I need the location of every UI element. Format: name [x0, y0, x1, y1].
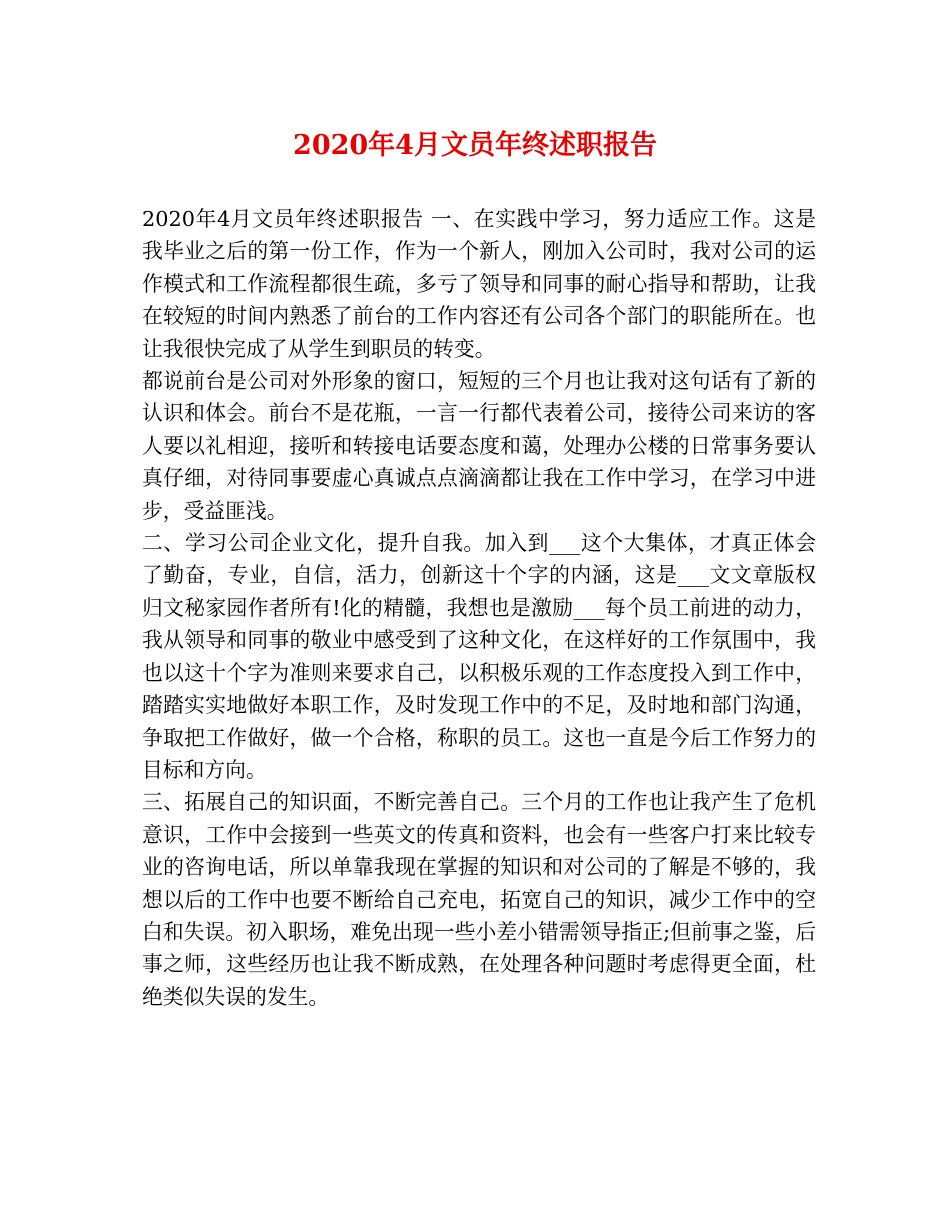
document-body	[142, 203, 816, 1013]
document-title: 2020年4月文员年终述职报告	[293, 130, 657, 161]
paragraph-3: 二、学习公司企业文化，提升自我。加入到___这个大集体，才真正体会了勤奋，专业，自信，活力，创新这十个字的内涵，这是___文文章版权归文秘家园作者所有!化的精髓，我想也是激励___每个员工前进的动力，我从领导和同事的敬业中感受到了这种文化，在这样好的工作氛围中，我也以这十个字为准则来要求自己，以积极乐观的工作态度投入到工作中，踏踏实实地做好本职工作，及时发现工作中的不足，及时地和部门沟通，争取把工作做好，做一个合格，称职的员工。这也一直是今后工作努力的目标和方向。	[142, 531, 816, 782]
paragraph-2: 都说前台是公司对外形象的窗口，短短的三个月也让我对这句话有了新的认识和体会。前台不是花瓶，一言一行都代表着公司，接待公司来访的客人要以礼相迎，接听和转接电话要态度和蔼，处理办公楼的日常事务要认真仔细，对待同事要虚心真诚点点滴滴都让我在工作中学习，在学习中进步，受益匪浅。	[142, 369, 816, 523]
paragraph-1: 2020年4月文员年终述职报告 一、在实践中学习，努力适应工作。这是我毕业之后的第一份工作，作为一个新人，刚加入公司时，我对公司的运作模式和工作流程都很生疏，多亏了领导和同事的耐心指导和帮助，让我在较短的时间内熟悉了前台的工作内容还有公司各个部门的职能所在。也让我很快完成了从学生到职员的转变。	[142, 207, 816, 361]
paragraph-4: 三、拓展自己的知识面，不断完善自己。三个月的工作也让我产生了危机意识，工作中会接到一些英文的传真和资料，也会有一些客户打来比较专业的咨询电话，所以单靠我现在掌握的知识和对公司的了解是不够的，我想以后的工作中也要不断给自己充电，拓宽自己的知识，减少工作中的空白和失误。初入职场，难免出现一些小差小错需领导指正;但前事之鉴，后事之师，这些经历也让我不断成熟，在处理各种问题时考虑得更全面，杜绝类似失误的发生。	[142, 790, 816, 1009]
